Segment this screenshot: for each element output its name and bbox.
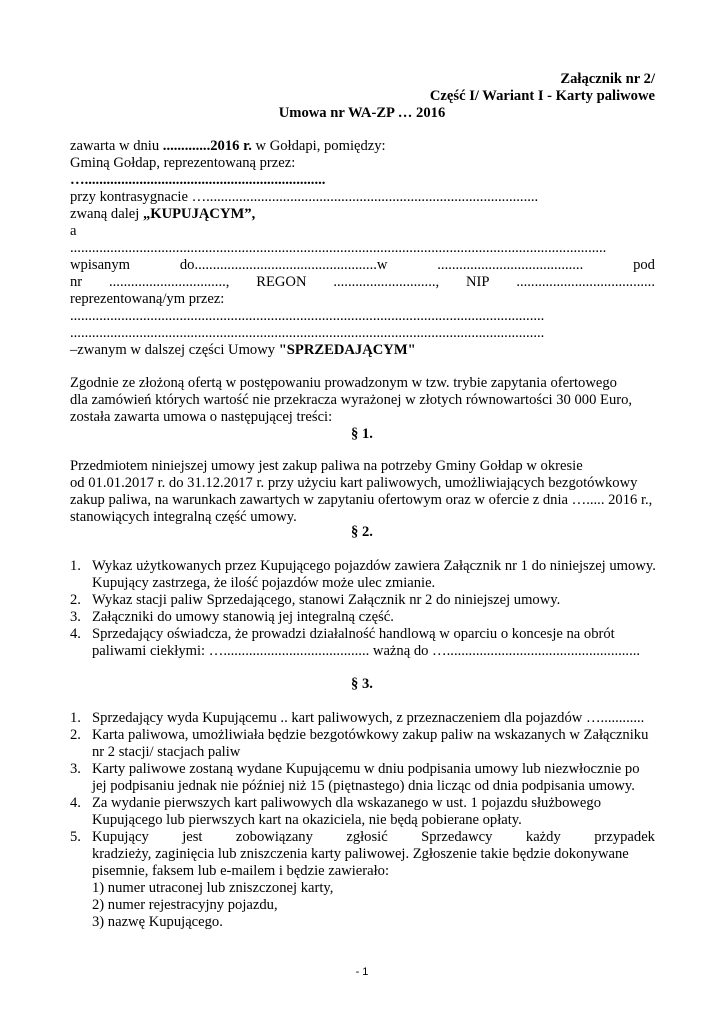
s3-item-4-line-1: Za wydanie pierwszych kart paliwowych dla wskazanego w ust. 1 pojazdu służbowego [92,795,602,811]
s3-item-2-line-2: nr 2 stacji/ stacjach paliw [92,744,241,760]
intro-line-rep-blank: ….................................................................. [70,172,326,188]
s3-item-2-number: 2. [70,727,81,743]
s2-item-2-line-1: Wykaz stacji paliw Sprzedającego, stanowi Załącznik nr 2 do niniejszej umowy. [92,592,561,608]
item5-word-4: zgłosić [346,829,388,845]
preamble-line-1: Zgodnie ze złożoną ofertą w postępowaniu prowadzonym w tzw. trybie zapytania ofertowego [70,375,617,391]
section-1-heading: § 1. [351,426,373,442]
s2-item-4-line-2: paliwami ciekłymi: …........................................ ważną do …..................................................... [92,643,641,659]
preamble-line-3: została zawarta umowa o następującej treści: [70,409,333,425]
registered-word-4: pod [633,257,655,273]
ids-word-6: ...................................... [516,274,655,290]
s3-item-4-line-2: Kupującego lub pierwszych kart na okaziciela, nie będą pobierane opłaty. [92,812,522,828]
intro-line-date [70,137,386,155]
s2-item-1-number: 1. [70,558,81,574]
s3-item-5-line-6: 3) nazwę Kupującego. [92,914,223,930]
s3-item-3-line-2: jej podpisaniu jednak nie później niż 15 (piętnastego) dnia licząc od dnia podpisania umowy. [92,778,635,794]
part-label: Część I/ Wariant I - Karty paliwowe [429,88,655,104]
item5-word-1: Kupujący [92,829,149,845]
s3-item-5-line-5: 2) numer rejestracyjny pojazdu, [92,897,278,913]
s2-item-3-number: 3. [70,609,81,625]
buyer-pre: zwaną dalej [70,206,143,222]
ids-word-3: REGON [256,274,307,290]
item5-word-6: każdy [525,829,561,845]
intro-line-rep-blank-1: .................................................................................................................................. [70,308,545,324]
s3-item-3-line-1: Karty paliwowe zostaną wydane Kupującemu w dniu podpisania umowy lub niezwłocznie po [92,761,640,777]
section-1-line-4: stanowiących integralną część umowy. [70,509,297,525]
section-3-heading: § 3. [351,676,373,692]
intro-line-registered [70,256,655,274]
ids-word-4: ............................, [333,274,440,290]
intro-line-a: a [70,223,77,239]
seller-bold: "SPRZEDAJĄCYM" [278,342,416,358]
seller-pre: –zwanym w dalszej części Umowy [70,342,279,358]
s3-item-2-line-1: Karta paliwowa, umożliwiała będzie bezgotówkowy zakup paliw na wskazanych w Załączniku [92,727,649,743]
s2-item-1-line-1: Wykaz użytkowanych przez Kupującego pojazdów zawiera Załącznik nr 1 do niniejszej umowy. [92,558,656,574]
buyer-bold: „KUPUJĄCYM”, [142,206,256,222]
intro-line-rep-blank-2: .................................................................................................................................. [70,325,545,341]
s2-item-2-number: 2. [70,592,81,608]
intro-line-ids [70,273,655,291]
intro-line-seller [70,341,416,359]
s3-item-5-line-4: 1) numer utraconej lub zniszczonej karty, [92,880,334,896]
registered-word-3: ........................................ [437,257,584,273]
s2-item-1-line-2: Kupujący zastrzega, że ilość pojazdów może ulec zmianie. [92,575,436,591]
attachment-label: Załącznik nr 2/ [560,71,655,87]
preamble-line-2: dla zamówień których wartość nie przekracza wyrażonej w złotych równowartości 30 000 Euro, [70,392,633,408]
intro-date-pre: zawarta w dniu [70,138,163,154]
s3-item-3-number: 3. [70,761,81,777]
registered-word-2: do..................................................w [179,257,388,273]
intro-date-bold: .............2016 r. [162,138,252,154]
item5-word-3: zobowiązany [235,829,313,845]
contract-title: Umowa nr WA-ZP … 2016 [278,105,446,121]
s2-item-4-line-1: Sprzedający oświadcza, że prowadzi działalność handlową w oparciu o koncesje na obrót [92,626,615,642]
ids-word-2: ................................, [109,274,230,290]
section-1-line-3: zakup paliwa, na warunkach zawartych w zapytaniu ofertowym oraz w ofercie z dnia …..... 2016 r., [70,492,653,508]
registered-word-1: wpisanym [70,257,130,273]
s3-item-4-number: 4. [70,795,81,811]
section-2-heading: § 2. [351,524,373,540]
intro-line-countersign: przy kontrasygnacie …........................................................................................... [70,189,539,205]
ids-word-5: NIP [465,274,490,290]
item5-word-5: Sprzedawcy [421,829,493,845]
intro-line-seller-blank: ................................................................................................................................................... [70,240,607,256]
intro-line-represented: reprezentowaną/ym przez: [70,291,225,307]
intro-line-gmina: Gminą Gołdap, reprezentowaną przez: [70,155,296,171]
s3-item-5-number: 5. [70,829,81,845]
ids-word-1: nr [70,274,83,290]
s3-item-5-line-1 [92,828,655,846]
s3-item-1-line-1: Sprzedający wyda Kupującemu .. kart paliwowych, z przeznaczeniem dla pojazdów …............ [92,710,645,726]
s2-item-3-line-1: Załączniki do umowy stanowią jej integralną część. [92,609,394,625]
item5-word-7: przypadek [594,829,655,845]
s3-item-1-number: 1. [70,710,81,726]
page-number: - 1 [355,966,369,978]
section-1-line-1: Przedmiotem niniejszej umowy jest zakup paliwa na potrzeby Gminy Gołdap w okresie [70,458,583,474]
item5-word-2: jest [182,829,203,845]
s3-item-5-line-2: kradzieży, zaginięcia lub zniszczenia karty paliwowej. Zgłoszenie takie będzie dokonywane [92,846,629,862]
s2-item-4-number: 4. [70,626,81,642]
s3-item-5-line-3: pisemnie, faksem lub e-mailem i będzie zawierało: [92,863,390,879]
section-1-line-2: od 01.01.2017 r. do 31.12.2017 r. przy użyciu kart paliwowych, umożliwiających bezgotówkowy [70,475,638,491]
intro-date-post: w Gołdapi, pomiędzy: [251,138,386,154]
intro-line-buyer [70,205,255,223]
